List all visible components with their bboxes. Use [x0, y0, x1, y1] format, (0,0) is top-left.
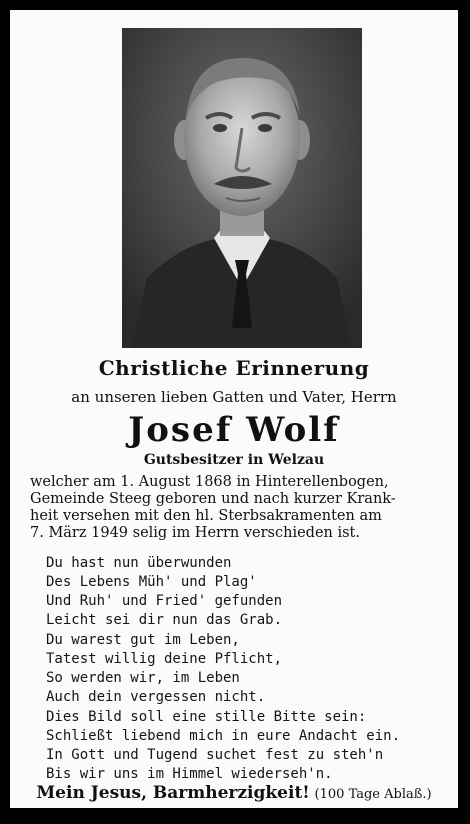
poem-line: Schließt liebend mich in eure Andacht ein. [46, 728, 401, 744]
bio-line: Gemeinde Steeg geboren und nach kurzer Krank- [30, 491, 396, 507]
footer-indulgence: (100 Tage Ablaß.) [314, 787, 432, 802]
poem-line: Tatest willig deine Pflicht, [46, 651, 283, 667]
footer [10, 783, 458, 803]
poem-line: Und Ruh' und Fried' gefunden [46, 593, 283, 609]
poem-line: Dies Bild soll eine stille Bitte sein: [46, 709, 367, 725]
footer-prayer: Mein Jesus, Barmherzigkeit! [36, 783, 310, 803]
poem-line: Du warest gut im Leben, [46, 632, 240, 648]
portrait-image [122, 28, 362, 348]
poem-stanza [46, 631, 446, 707]
bio-line: welcher am 1. August 1868 in Hinterellenbogen, [30, 474, 389, 490]
card-subtitle: an unseren lieben Gatten und Vater, Herrn [71, 388, 397, 406]
poem-line: Bis wir uns im Himmel wiederseh'n. [46, 766, 333, 782]
poem-stanza [46, 708, 446, 784]
portrait-photo [122, 28, 362, 348]
poem-line: Du hast nun überwunden [46, 555, 232, 571]
memorial-card [10, 10, 458, 808]
deceased-name: Josef Wolf [128, 410, 340, 450]
bio-line: 7. März 1949 selig im Herrn verschieden ist. [30, 525, 360, 541]
poem-line: Auch dein vergessen nicht. [46, 689, 266, 705]
poem-line: Des Lebens Müh' und Plag' [46, 574, 257, 590]
poem-stanza [46, 554, 446, 630]
bio-line: heit versehen mit den hl. Sterbsakramenten am [30, 508, 382, 524]
poem-line: In Gott und Tugend suchet fest zu steh'n [46, 747, 384, 763]
poem-line: Leicht sei dir nun das Grab. [46, 612, 283, 628]
poem-line: So werden wir, im Leben [46, 670, 240, 686]
occupation: Gutsbesitzer in Welzau [143, 452, 325, 468]
card-title: Christliche Erinnerung [98, 356, 370, 380]
header-strip [10, 10, 458, 28]
